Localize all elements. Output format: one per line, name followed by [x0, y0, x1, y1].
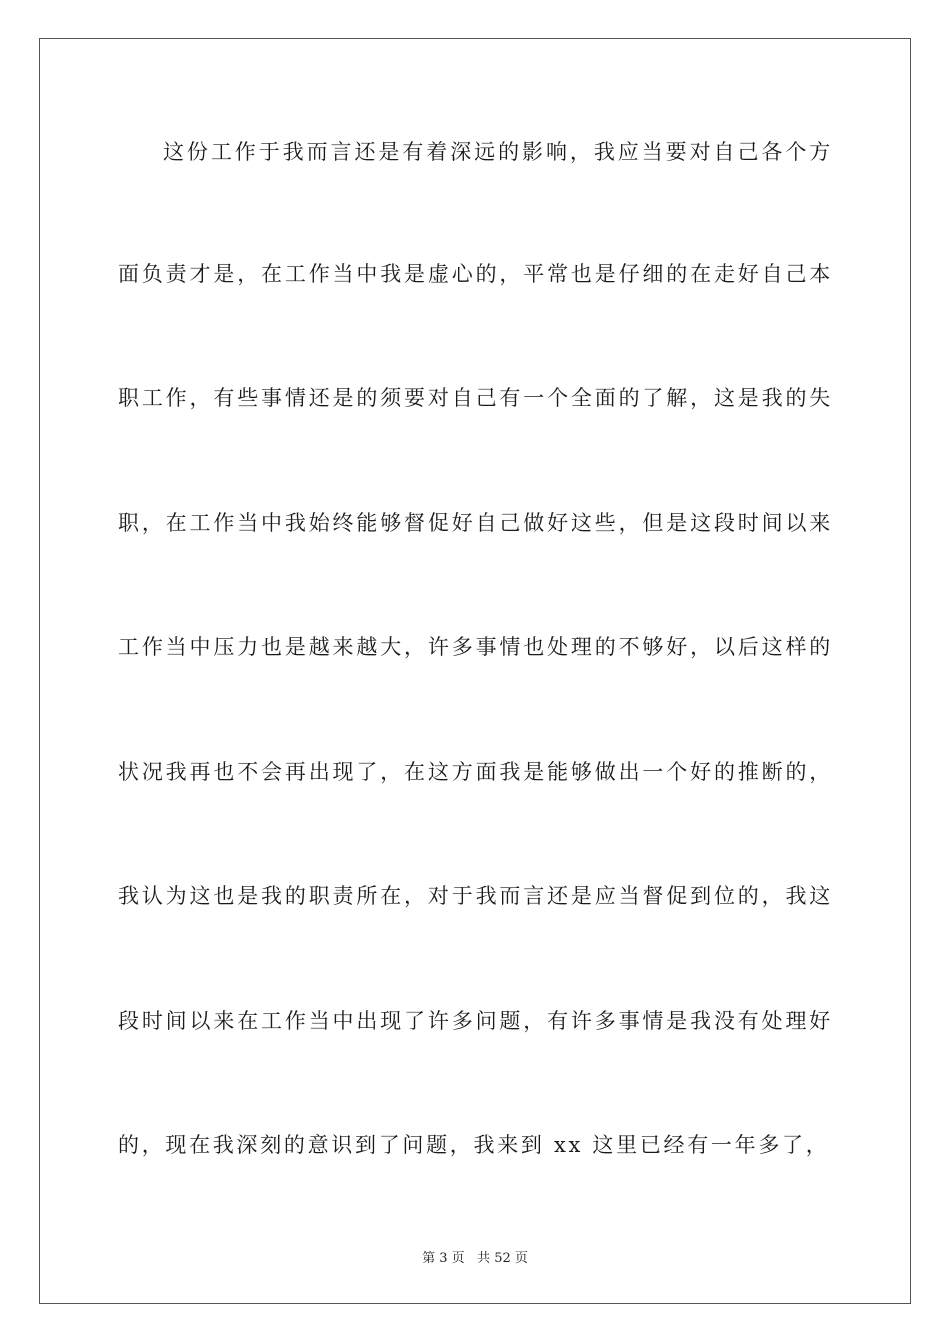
paragraph-line-1: 这份工作于我而言还是有着深远的影响，我应当要对自己各个方 — [163, 140, 833, 164]
total-pages: 共 52 页 — [477, 1251, 528, 1266]
page-border — [39, 38, 911, 1304]
paragraph-line-3: 职工作，有些事情还是的须要对自己有一个全面的了解，这是我的失 — [118, 386, 833, 410]
paragraph-line-4: 职，在工作当中我始终能够督促好自己做好这些，但是这段时间以来 — [118, 511, 833, 535]
paragraph-line-8: 段时间以来在工作当中出现了许多问题，有许多事情是我没有处理好 — [118, 1009, 833, 1033]
paragraph-line-7: 我认为这也是我的职责所在，对于我而言还是应当督促到位的，我这 — [118, 884, 833, 908]
paragraph-line-2: 面负责才是，在工作当中我是虚心的，平常也是仔细的在走好自己本 — [118, 262, 833, 286]
paragraph-line-9: 的，现在我深刻的意识到了问题，我来到 xx 这里已经有一年多了， — [118, 1133, 830, 1157]
paragraph-line-6: 状况我再也不会再出现了，在这方面我是能够做出一个好的推断的， — [118, 760, 833, 784]
paragraph-line-5: 工作当中压力也是越来越大，许多事情也处理的不够好，以后这样的 — [118, 635, 833, 659]
page-number: 第 3 页 — [422, 1251, 465, 1266]
page-footer — [0, 1247, 950, 1266]
